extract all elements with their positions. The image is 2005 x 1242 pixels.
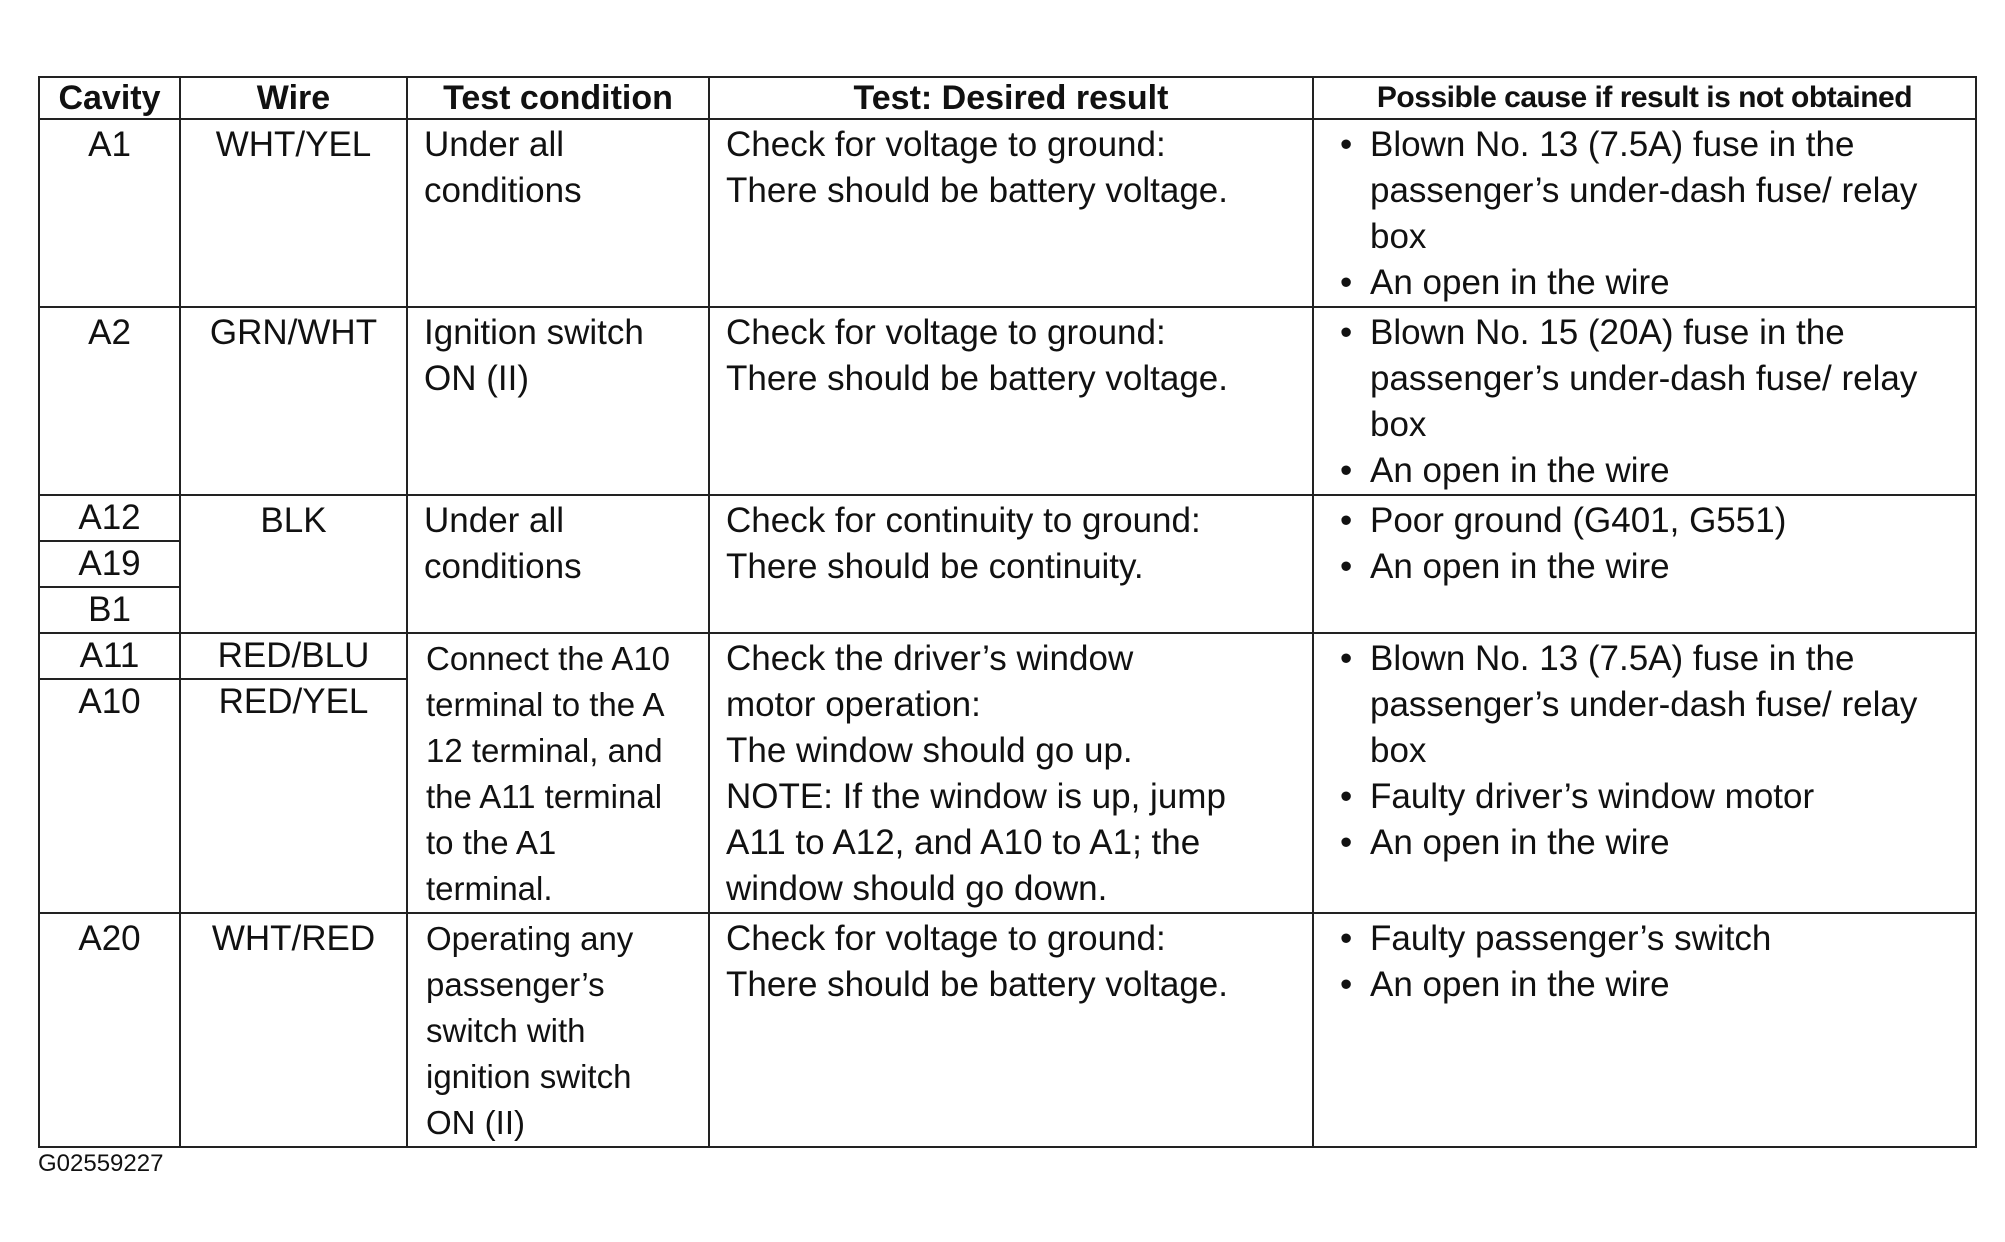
table-row [39,495,1976,633]
result-cell [709,633,1313,913]
cause-list [1314,634,1975,866]
wire-value: WHT/RED [211,919,376,958]
result-value: Check the driver’s window motor operation: The window should go up. NOTE: If the window is up, jump A11 to A12, and A10 to A1; the window should go down. [726,639,1226,908]
cause-cell [1313,913,1976,1147]
wire-value: BLK [260,501,327,540]
table-row [39,913,1976,1147]
cavity-value: A19 [40,542,179,588]
wire-cell [180,633,407,913]
cause-item: • Faulty passenger’s switch [1338,916,1963,962]
cause-item: • Poor ground (G401, G551) [1338,498,1963,544]
table-row [39,307,1976,495]
cavity-value: A11 [40,634,179,680]
cause-list [1314,914,1975,1008]
result-value: Check for voltage to ground: There should be battery voltage. [726,919,1228,1004]
cause-item: • An open in the wire [1338,260,1963,306]
condition-value: Under all conditions [424,125,582,210]
cavity-cell [39,119,180,307]
cavity-value: A20 [78,919,141,958]
diagnostic-table [38,76,1977,1148]
header-wire: Wire [180,77,407,119]
figure-code: G02559227 [38,1150,164,1177]
wire-cell [180,307,407,495]
wire-value: GRN/WHT [209,313,378,352]
table-row [39,633,1976,913]
cause-item: • Blown No. 13 (7.5A) fuse in the passenger’s under-dash fuse/ relay box [1338,122,1963,260]
cause-cell [1313,495,1976,633]
cause-list [1314,120,1975,306]
cavity-cell [39,307,180,495]
cause-item: • An open in the wire [1338,544,1963,590]
result-value: Check for voltage to ground: There should be battery voltage. [726,313,1228,398]
wire-cell [180,119,407,307]
cause-cell [1313,633,1976,913]
result-cell [709,913,1313,1147]
condition-cell [407,913,709,1147]
cavity-value: A2 [88,313,131,352]
condition-cell [407,307,709,495]
condition-value: Connect the A10 terminal to the A 12 terminal, and the A11 terminal to the A1 terminal. [426,640,671,907]
wire-value: RED/BLU [181,634,406,680]
wire-value: RED/YEL [218,682,369,721]
result-cell [709,119,1313,307]
cause-item: • Blown No. 13 (7.5A) fuse in the passenger’s under-dash fuse/ relay box [1338,636,1963,774]
wire-cell [180,913,407,1147]
cause-item: • An open in the wire [1338,448,1963,494]
header-possible-cause: Possible cause if result is not obtained [1313,77,1976,119]
result-cell [709,495,1313,633]
header-test-condition: Test condition [407,77,709,119]
cavity-value: A12 [40,496,179,542]
cavity-cell [39,495,180,633]
header-desired-result: Test: Desired result [709,77,1313,119]
wire-cell [180,495,407,633]
header-cavity: Cavity [39,77,180,119]
cavity-value: A10 [78,682,141,721]
cavity-value: A1 [88,125,131,164]
cause-cell [1313,307,1976,495]
condition-cell [407,495,709,633]
cause-item: • An open in the wire [1338,962,1963,1008]
cause-cell [1313,119,1976,307]
cause-item: • An open in the wire [1338,820,1963,866]
cause-list [1314,308,1975,494]
cavity-value: B1 [88,590,131,629]
header-row [39,77,1976,119]
result-value: Check for continuity to ground: There should be continuity. [726,501,1201,586]
result-cell [709,307,1313,495]
cavity-cell [39,913,180,1147]
condition-cell [407,119,709,307]
cause-list [1314,496,1975,590]
condition-value: Under all conditions [424,501,582,586]
result-value: Check for voltage to ground: There should be battery voltage. [726,125,1228,210]
table-row [39,119,1976,307]
cavity-cell [39,633,180,913]
cause-item: • Faulty driver’s window motor [1338,774,1963,820]
wire-value: WHT/YEL [215,125,372,164]
condition-value: Operating any passenger’s switch with ignition switch ON (II) [426,920,634,1141]
condition-value: Ignition switch ON (II) [424,313,644,398]
cause-item: • Blown No. 15 (20A) fuse in the passenger’s under-dash fuse/ relay box [1338,310,1963,448]
condition-cell [407,633,709,913]
